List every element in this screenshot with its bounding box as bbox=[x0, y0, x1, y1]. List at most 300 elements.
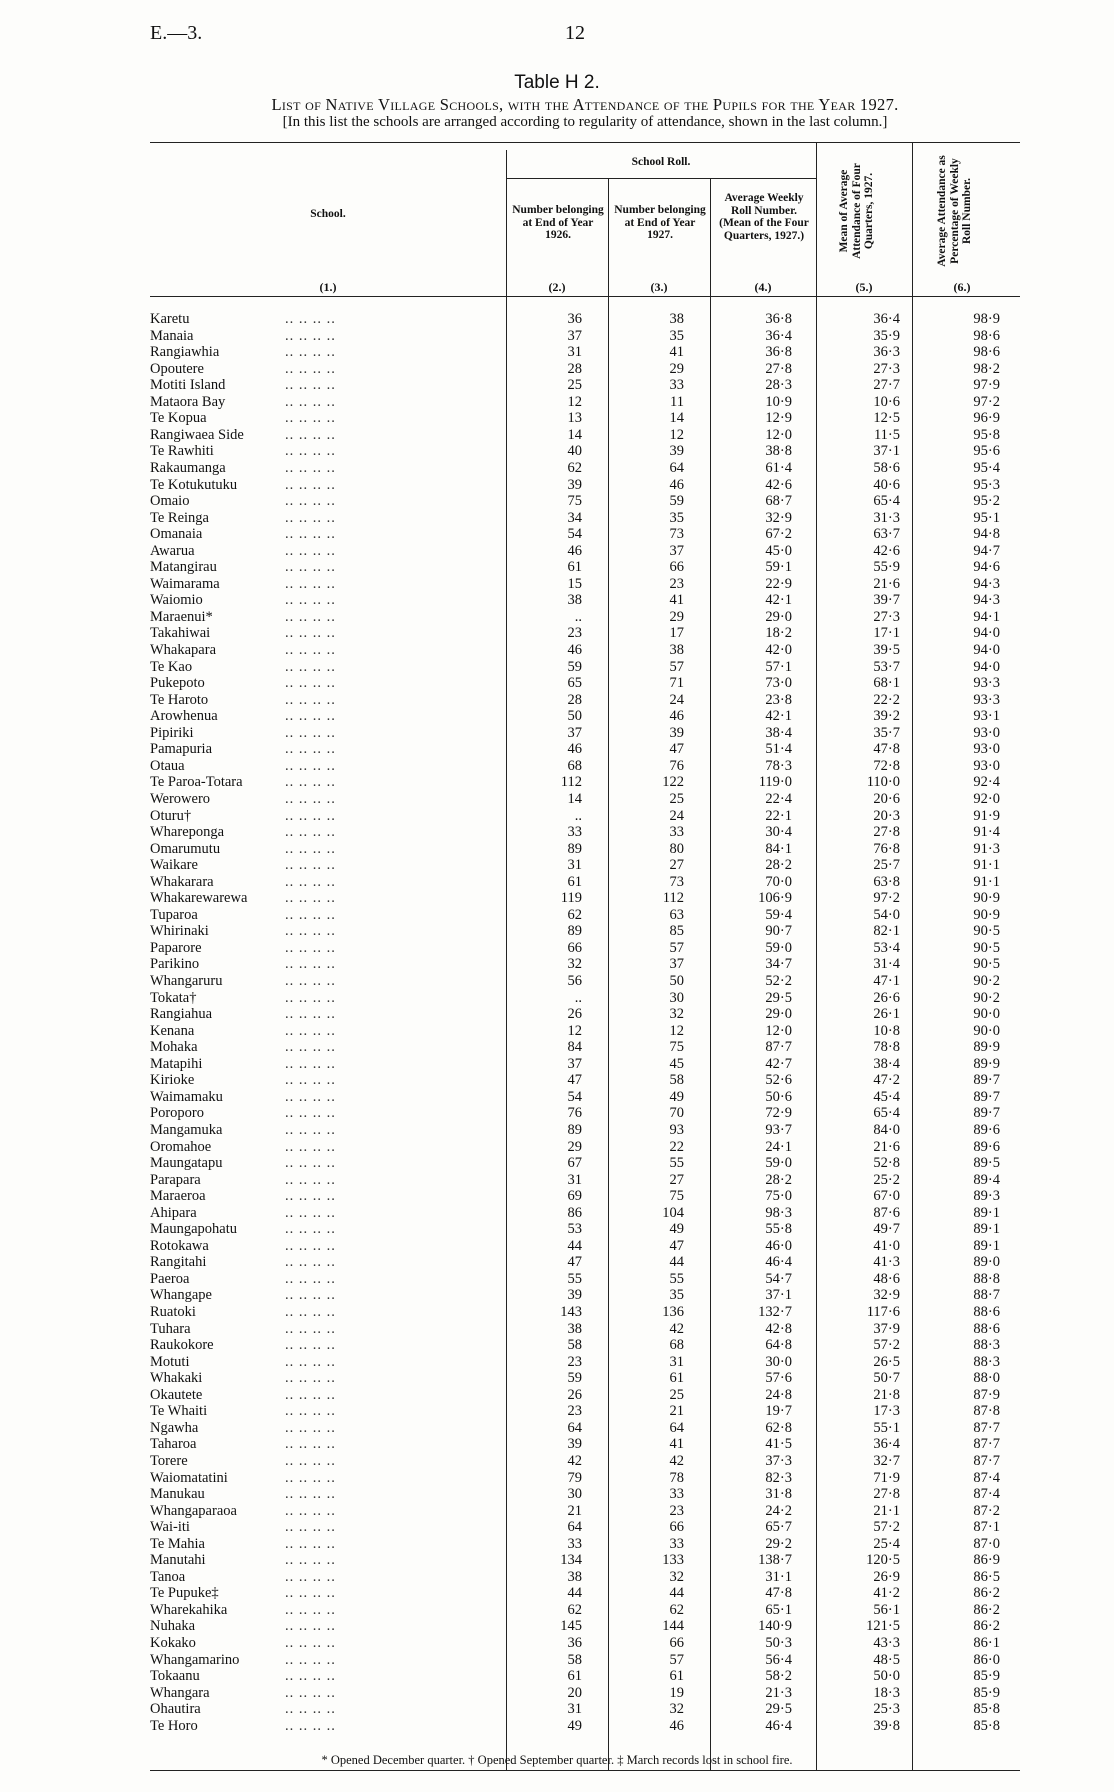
cell-weekly-roll: 28·2 bbox=[765, 857, 792, 874]
leader-dots: .. .. .. .. bbox=[285, 1254, 336, 1271]
cell-roll-1926: 59 bbox=[567, 658, 582, 675]
leader-dots: .. .. .. .. bbox=[285, 1072, 336, 1089]
cell-roll-1927: 73 bbox=[669, 526, 684, 543]
header-school-roll: School Roll. bbox=[631, 156, 691, 168]
cell-percentage: 90·0 bbox=[973, 1006, 1000, 1023]
cell-mean-attendance: 47·1 bbox=[873, 973, 900, 989]
cell-percentage: 95·4 bbox=[973, 459, 1000, 476]
cell-roll-1927: 29 bbox=[669, 360, 684, 377]
leader-dots: .. .. .. .. bbox=[285, 923, 336, 940]
cell-weekly-roll: 106·9 bbox=[758, 890, 792, 907]
cell-roll-1926: 54 bbox=[567, 526, 582, 543]
cell-percentage: 87·0 bbox=[973, 1535, 1000, 1552]
leader-dots: .. .. .. .. bbox=[285, 459, 336, 476]
cell-weekly-roll: 41·5 bbox=[765, 1436, 792, 1453]
cell-roll-1927: 25 bbox=[669, 1386, 684, 1403]
cell-weekly-roll: 52·6 bbox=[765, 1072, 792, 1089]
cell-roll-1926: 89 bbox=[567, 1121, 582, 1138]
cell-mean-attendance: 97·2 bbox=[873, 890, 900, 907]
cell-weekly-roll: 36·8 bbox=[765, 311, 792, 327]
col-num-5: (5.) bbox=[855, 280, 873, 294]
cell-mean-attendance: 55·9 bbox=[873, 559, 900, 576]
cell-percentage: 89·7 bbox=[973, 1088, 1000, 1105]
cell-roll-1926: 89 bbox=[567, 923, 582, 940]
school-name: Te Whaiti bbox=[150, 1403, 208, 1420]
cell-weekly-roll: 75·0 bbox=[765, 1188, 792, 1205]
cell-roll-1926: 55 bbox=[567, 1270, 582, 1287]
cell-roll-1926: 145 bbox=[560, 1618, 582, 1635]
cell-percentage: 92·0 bbox=[973, 790, 1000, 807]
cell-percentage: 90·2 bbox=[973, 973, 1000, 989]
table-row bbox=[0, 808, 1114, 825]
table-row bbox=[0, 1387, 1114, 1404]
school-name: Whangara bbox=[150, 1684, 210, 1701]
school-name: Ruatoki bbox=[150, 1304, 196, 1320]
cell-roll-1927: 104 bbox=[662, 1204, 684, 1221]
cell-percentage: 89·7 bbox=[973, 1072, 1000, 1089]
cell-percentage: 95·3 bbox=[973, 476, 1000, 493]
cell-percentage: 94·7 bbox=[973, 542, 1000, 559]
cell-roll-1926: 56 bbox=[567, 973, 582, 989]
cell-weekly-roll: 140·9 bbox=[758, 1618, 792, 1635]
cell-roll-1927: 55 bbox=[669, 1155, 684, 1172]
cell-weekly-roll: 61·4 bbox=[765, 459, 792, 476]
cell-mean-attendance: 49·7 bbox=[873, 1221, 900, 1238]
leader-dots: .. .. .. .. bbox=[285, 1088, 336, 1105]
cell-roll-1926: 61 bbox=[567, 1668, 582, 1685]
leader-dots: .. .. .. .. bbox=[285, 1105, 336, 1122]
leader-dots: .. .. .. .. bbox=[285, 642, 336, 658]
leader-dots: .. .. .. .. bbox=[285, 625, 336, 642]
cell-roll-1927: 37 bbox=[669, 956, 684, 973]
cell-weekly-roll: 22·9 bbox=[765, 575, 792, 592]
school-name: Te Kotukutuku bbox=[150, 476, 238, 493]
table-row bbox=[0, 1668, 1114, 1685]
leader-dots: .. .. .. .. bbox=[285, 1386, 336, 1403]
table-row bbox=[0, 874, 1114, 891]
leader-dots: .. .. .. .. bbox=[285, 1585, 336, 1602]
table-row bbox=[0, 477, 1114, 494]
cell-mean-attendance: 50·0 bbox=[873, 1668, 900, 1685]
cell-weekly-roll: 24·2 bbox=[765, 1502, 792, 1519]
cell-mean-attendance: 27·3 bbox=[873, 360, 900, 377]
cell-mean-attendance: 27·8 bbox=[873, 824, 900, 841]
table-row bbox=[0, 1503, 1114, 1520]
cell-percentage: 88·8 bbox=[973, 1270, 1000, 1287]
school-name: Pipiriki bbox=[150, 724, 194, 741]
cell-roll-1927: 39 bbox=[669, 443, 684, 460]
cell-roll-1926: 76 bbox=[567, 1105, 582, 1122]
table-row bbox=[0, 1536, 1114, 1553]
cell-roll-1926: 12 bbox=[567, 393, 582, 410]
table-row bbox=[0, 725, 1114, 742]
school-name: Paeroa bbox=[150, 1270, 190, 1287]
cell-roll-1927: 38 bbox=[669, 311, 684, 327]
cell-mean-attendance: 11·5 bbox=[873, 426, 900, 443]
cell-weekly-roll: 50·3 bbox=[765, 1635, 792, 1651]
cell-mean-attendance: 76·8 bbox=[873, 840, 900, 857]
cell-percentage: 92·4 bbox=[973, 774, 1000, 791]
cell-roll-1927: 50 bbox=[669, 973, 684, 989]
table-row bbox=[0, 344, 1114, 361]
cell-mean-attendance: 48·6 bbox=[873, 1270, 900, 1287]
cell-percentage: 89·5 bbox=[973, 1155, 1000, 1172]
cell-roll-1926: 50 bbox=[567, 708, 582, 725]
table-bottom-rule bbox=[150, 1770, 1020, 1771]
table-row bbox=[0, 493, 1114, 510]
cell-roll-1926: 119 bbox=[560, 890, 582, 907]
cell-percentage: 89·1 bbox=[973, 1204, 1000, 1221]
cell-percentage: 88·3 bbox=[973, 1353, 1000, 1370]
school-name: Okautete bbox=[150, 1386, 203, 1403]
cell-weekly-roll: 30·4 bbox=[765, 824, 792, 841]
cell-mean-attendance: 37·1 bbox=[873, 443, 900, 460]
table-row bbox=[0, 1139, 1114, 1156]
school-name: Matapihi bbox=[150, 1055, 203, 1072]
school-name: Whakaki bbox=[150, 1370, 203, 1387]
cell-roll-1926: 47 bbox=[567, 1254, 582, 1271]
cell-mean-attendance: 21·1 bbox=[873, 1502, 900, 1519]
cell-mean-attendance: 84·0 bbox=[873, 1121, 900, 1138]
cell-percentage: 93·3 bbox=[973, 675, 1000, 692]
cell-mean-attendance: 26·9 bbox=[873, 1568, 900, 1585]
cell-percentage: 87·8 bbox=[973, 1403, 1000, 1420]
cell-roll-1927: 33 bbox=[669, 1486, 684, 1503]
leader-dots: .. .. .. .. bbox=[285, 1237, 336, 1254]
school-name: Opoutere bbox=[150, 360, 204, 377]
cell-roll-1927: 61 bbox=[669, 1668, 684, 1685]
cell-percentage: 86·2 bbox=[973, 1601, 1000, 1618]
cell-weekly-roll: 32·9 bbox=[765, 509, 792, 526]
leader-dots: .. .. .. .. bbox=[285, 1287, 336, 1304]
cell-weekly-roll: 29·5 bbox=[765, 1701, 792, 1718]
cell-weekly-roll: 29·5 bbox=[765, 989, 792, 1006]
table-note: [In this list the schools are arranged according to regularity of attendance, shown in the last column.] bbox=[282, 114, 888, 130]
cell-weekly-roll: 45·0 bbox=[765, 542, 792, 559]
cell-roll-1927: 64 bbox=[669, 459, 684, 476]
cell-mean-attendance: 53·7 bbox=[873, 658, 900, 675]
table-row bbox=[0, 1718, 1114, 1735]
table-row bbox=[0, 1436, 1114, 1453]
leader-dots: .. .. .. .. bbox=[285, 1171, 336, 1188]
header-col5: Mean of Average Attendance of Four Quarters, 1927. bbox=[838, 163, 875, 259]
leader-dots: .. .. .. .. bbox=[285, 410, 336, 427]
leader-dots: .. .. .. .. bbox=[285, 1701, 336, 1718]
cell-weekly-roll: 36·8 bbox=[765, 344, 792, 361]
cell-weekly-roll: 59·0 bbox=[765, 1155, 792, 1172]
cell-roll-1926: 39 bbox=[567, 1436, 582, 1453]
cell-roll-1927: 23 bbox=[669, 1502, 684, 1519]
cell-weekly-roll: 46·0 bbox=[765, 1237, 792, 1254]
leader-dots: .. .. .. .. bbox=[285, 393, 336, 410]
cell-weekly-roll: 31·1 bbox=[765, 1568, 792, 1585]
cell-mean-attendance: 21·6 bbox=[873, 575, 900, 592]
cell-roll-1926: 25 bbox=[567, 377, 582, 394]
school-name: Parapara bbox=[150, 1171, 201, 1188]
cell-weekly-roll: 29·2 bbox=[765, 1535, 792, 1552]
cell-roll-1927: 27 bbox=[669, 857, 684, 874]
school-name: Te Horo bbox=[150, 1717, 198, 1734]
cell-percentage: 91·4 bbox=[973, 824, 1000, 841]
school-name: Rangiwaea Side bbox=[150, 426, 244, 443]
cell-percentage: 90·9 bbox=[973, 890, 1000, 907]
cell-percentage: 86·2 bbox=[973, 1618, 1000, 1635]
cell-mean-attendance: 37·9 bbox=[873, 1320, 900, 1337]
cell-percentage: 94·0 bbox=[973, 625, 1000, 642]
cell-mean-attendance: 25·7 bbox=[873, 857, 900, 874]
cell-roll-1927: 57 bbox=[669, 658, 684, 675]
cell-weekly-roll: 22·1 bbox=[765, 807, 792, 824]
cell-roll-1927: 32 bbox=[669, 1568, 684, 1585]
cell-roll-1926: 44 bbox=[567, 1585, 582, 1602]
cell-weekly-roll: 22·4 bbox=[765, 790, 792, 807]
cell-percentage: 98·2 bbox=[973, 360, 1000, 377]
table-row bbox=[0, 1089, 1114, 1106]
cell-roll-1926: 21 bbox=[567, 1502, 582, 1519]
leader-dots: .. .. .. .. bbox=[285, 675, 336, 692]
table-row bbox=[0, 1221, 1114, 1238]
cell-percentage: 93·3 bbox=[973, 691, 1000, 708]
cell-roll-1926: 33 bbox=[567, 1535, 582, 1552]
table-row bbox=[0, 1287, 1114, 1304]
cell-percentage: 94·6 bbox=[973, 559, 1000, 576]
cell-roll-1926: 31 bbox=[567, 857, 582, 874]
cell-percentage: 91·9 bbox=[973, 807, 1000, 824]
cell-roll-1926: 86 bbox=[567, 1204, 582, 1221]
leader-dots: .. .. .. .. bbox=[285, 1452, 336, 1469]
school-name: Te Reinga bbox=[150, 509, 209, 526]
cell-mean-attendance: 21·6 bbox=[873, 1138, 900, 1155]
cell-roll-1926: 37 bbox=[567, 724, 582, 741]
table-row bbox=[0, 1420, 1114, 1437]
table-row bbox=[0, 659, 1114, 676]
leader-dots: .. .. .. .. bbox=[285, 1668, 336, 1685]
cell-weekly-roll: 29·0 bbox=[765, 608, 792, 625]
school-name: Nuhaka bbox=[150, 1618, 196, 1635]
cell-percentage: 85·8 bbox=[973, 1717, 1000, 1734]
cell-roll-1926: 14 bbox=[567, 790, 582, 807]
school-name: Rangiahua bbox=[150, 1006, 213, 1023]
cell-weekly-roll: 132·7 bbox=[758, 1304, 792, 1320]
cell-roll-1927: 64 bbox=[669, 1419, 684, 1436]
table-row bbox=[0, 1271, 1114, 1288]
cell-mean-attendance: 78·8 bbox=[873, 1039, 900, 1056]
cell-roll-1927: 12 bbox=[669, 1022, 684, 1039]
cell-weekly-roll: 93·7 bbox=[765, 1121, 792, 1138]
leader-dots: .. .. .. .. bbox=[285, 1304, 336, 1320]
school-name: Te Haroto bbox=[150, 691, 209, 708]
school-name: Te Pupuke‡ bbox=[150, 1585, 219, 1602]
leader-dots: .. .. .. .. bbox=[285, 526, 336, 543]
school-name: Takahiwai bbox=[150, 625, 211, 642]
school-name: Tokata† bbox=[150, 989, 197, 1006]
cell-mean-attendance: 35·9 bbox=[873, 327, 900, 344]
cell-roll-1927: 23 bbox=[669, 575, 684, 592]
cell-mean-attendance: 27·7 bbox=[873, 377, 900, 394]
school-name: Manaia bbox=[150, 327, 194, 344]
cell-mean-attendance: 57·2 bbox=[873, 1337, 900, 1354]
cell-percentage: 95·1 bbox=[973, 509, 1000, 526]
table-row bbox=[0, 1205, 1114, 1222]
table-row bbox=[0, 1122, 1114, 1139]
cell-weekly-roll: 27·8 bbox=[765, 360, 792, 377]
cell-percentage: 95·8 bbox=[973, 426, 1000, 443]
table-row bbox=[0, 576, 1114, 593]
col-num-2: (2.) bbox=[548, 280, 566, 294]
cell-roll-1926: 31 bbox=[567, 1701, 582, 1718]
cell-weekly-roll: 18·2 bbox=[765, 625, 792, 642]
cell-roll-1927: 46 bbox=[669, 1717, 684, 1734]
table-row bbox=[0, 824, 1114, 841]
cell-roll-1926: 64 bbox=[567, 1419, 582, 1436]
cell-mean-attendance: 40·6 bbox=[873, 476, 900, 493]
school-name: Werowero bbox=[150, 790, 211, 807]
school-name: Ohautira bbox=[150, 1701, 201, 1718]
table-row bbox=[0, 394, 1114, 411]
table-row bbox=[0, 1354, 1114, 1371]
cell-roll-1926: 37 bbox=[567, 1055, 582, 1072]
cell-roll-1927: 75 bbox=[669, 1188, 684, 1205]
school-name: Maraeroa bbox=[150, 1188, 206, 1205]
cell-roll-1927: 42 bbox=[669, 1452, 684, 1469]
cell-roll-1926: 68 bbox=[567, 757, 582, 774]
leader-dots: .. .. .. .. bbox=[285, 1039, 336, 1056]
table-row bbox=[0, 1056, 1114, 1073]
school-name: Manutahi bbox=[150, 1552, 206, 1569]
school-name: Tokaanu bbox=[150, 1668, 200, 1685]
cell-roll-1927: 35 bbox=[669, 1287, 684, 1304]
school-name: Kirioke bbox=[150, 1072, 195, 1089]
school-name: Te Kao bbox=[150, 658, 193, 675]
cell-roll-1927: 44 bbox=[669, 1254, 684, 1271]
cell-mean-attendance: 65·4 bbox=[873, 1105, 900, 1122]
cell-percentage: 89·1 bbox=[973, 1221, 1000, 1238]
cell-percentage: 95·2 bbox=[973, 493, 1000, 510]
cell-roll-1927: 31 bbox=[669, 1353, 684, 1370]
cell-mean-attendance: 71·9 bbox=[873, 1469, 900, 1486]
school-name: Rangiawhia bbox=[150, 344, 220, 361]
cell-weekly-roll: 54·7 bbox=[765, 1270, 792, 1287]
cell-roll-1926: .. bbox=[574, 608, 582, 625]
cell-roll-1927: 47 bbox=[669, 1237, 684, 1254]
school-name: Omaio bbox=[150, 493, 190, 510]
cell-roll-1927: 33 bbox=[669, 824, 684, 841]
leader-dots: .. .. .. .. bbox=[285, 708, 336, 725]
cell-percentage: 93·0 bbox=[973, 741, 1000, 758]
table-row bbox=[0, 1172, 1114, 1189]
school-name: Tanoa bbox=[150, 1568, 186, 1585]
cell-percentage: 87·7 bbox=[973, 1452, 1000, 1469]
cell-weekly-roll: 42·7 bbox=[765, 1055, 792, 1072]
table-row bbox=[0, 510, 1114, 527]
leader-dots: .. .. .. .. bbox=[285, 790, 336, 807]
table-row bbox=[0, 1155, 1114, 1172]
leader-dots: .. .. .. .. bbox=[285, 1519, 336, 1536]
leader-dots: .. .. .. .. bbox=[285, 493, 336, 510]
table-row bbox=[0, 1238, 1114, 1255]
leader-dots: .. .. .. .. bbox=[285, 443, 336, 460]
footnote: * Opened December quarter. † Opened September quarter. ‡ March records lost in school fire. bbox=[321, 1753, 793, 1767]
school-name: Whakarewarewa bbox=[150, 890, 248, 907]
cell-roll-1927: 42 bbox=[669, 1320, 684, 1337]
cell-roll-1927: 41 bbox=[669, 592, 684, 609]
cell-roll-1926: 47 bbox=[567, 1072, 582, 1089]
leader-dots: .. .. .. .. bbox=[285, 873, 336, 890]
list-title: List of Native Village Schools, with the Attendance of the Pupils for the Year 1927. bbox=[271, 95, 899, 114]
cell-roll-1927: 55 bbox=[669, 1270, 684, 1287]
cell-roll-1927: 38 bbox=[669, 642, 684, 658]
cell-weekly-roll: 68·7 bbox=[765, 493, 792, 510]
cell-roll-1926: 34 bbox=[567, 509, 582, 526]
col-num-1: (1.) bbox=[319, 280, 337, 294]
cell-percentage: 91·3 bbox=[973, 840, 1000, 857]
school-name: Te Rawhiti bbox=[150, 443, 214, 460]
cell-mean-attendance: 10·6 bbox=[873, 393, 900, 410]
cell-mean-attendance: 47·2 bbox=[873, 1072, 900, 1089]
cell-mean-attendance: 38·4 bbox=[873, 1055, 900, 1072]
cell-roll-1926: 33 bbox=[567, 824, 582, 841]
cell-roll-1926: 46 bbox=[567, 542, 582, 559]
leader-dots: .. .. .. .. bbox=[285, 1204, 336, 1221]
school-name: Whakarara bbox=[150, 873, 214, 890]
cell-weekly-roll: 24·1 bbox=[765, 1138, 792, 1155]
cell-weekly-roll: 42·1 bbox=[765, 592, 792, 609]
cell-roll-1926: 39 bbox=[567, 1287, 582, 1304]
leader-dots: .. .. .. .. bbox=[285, 559, 336, 576]
cell-weekly-roll: 52·2 bbox=[765, 973, 792, 989]
school-name: Torere bbox=[150, 1452, 188, 1469]
leader-dots: .. .. .. .. bbox=[285, 509, 336, 526]
header-school: School. bbox=[310, 208, 346, 220]
cell-weekly-roll: 19·7 bbox=[765, 1403, 792, 1420]
col-num-3: (3.) bbox=[650, 280, 668, 294]
cell-roll-1927: 29 bbox=[669, 608, 684, 625]
school-name: Manukau bbox=[150, 1486, 205, 1503]
cell-mean-attendance: 32·9 bbox=[873, 1287, 900, 1304]
table-row bbox=[0, 1370, 1114, 1387]
leader-dots: .. .. .. .. bbox=[285, 360, 336, 377]
school-name: Maraenui* bbox=[150, 608, 213, 625]
leader-dots: .. .. .. .. bbox=[285, 426, 336, 443]
table-row bbox=[0, 526, 1114, 543]
table-row bbox=[0, 956, 1114, 973]
cell-percentage: 86·0 bbox=[973, 1651, 1000, 1668]
cell-weekly-roll: 46·4 bbox=[765, 1254, 792, 1271]
cell-percentage: 90·2 bbox=[973, 989, 1000, 1006]
leader-dots: .. .. .. .. bbox=[285, 1370, 336, 1387]
table-row bbox=[0, 1188, 1114, 1205]
school-name: Taharoa bbox=[150, 1436, 197, 1453]
cell-roll-1927: 57 bbox=[669, 1651, 684, 1668]
cell-roll-1927: 136 bbox=[662, 1304, 684, 1320]
cell-weekly-roll: 90·7 bbox=[765, 923, 792, 940]
cell-percentage: 89·0 bbox=[973, 1254, 1000, 1271]
cell-percentage: 88·7 bbox=[973, 1287, 1000, 1304]
cell-mean-attendance: 58·6 bbox=[873, 459, 900, 476]
cell-roll-1926: 42 bbox=[567, 1452, 582, 1469]
leader-dots: .. .. .. .. bbox=[285, 1535, 336, 1552]
cell-roll-1926: 37 bbox=[567, 327, 582, 344]
school-name: Raukokore bbox=[150, 1337, 214, 1354]
table-row bbox=[0, 857, 1114, 874]
table-row bbox=[0, 1519, 1114, 1536]
cell-roll-1927: 30 bbox=[669, 989, 684, 1006]
table-row bbox=[0, 642, 1114, 659]
cell-roll-1926: 28 bbox=[567, 691, 582, 708]
table-row bbox=[0, 1304, 1114, 1321]
table-row bbox=[0, 1072, 1114, 1089]
cell-roll-1927: 46 bbox=[669, 476, 684, 493]
